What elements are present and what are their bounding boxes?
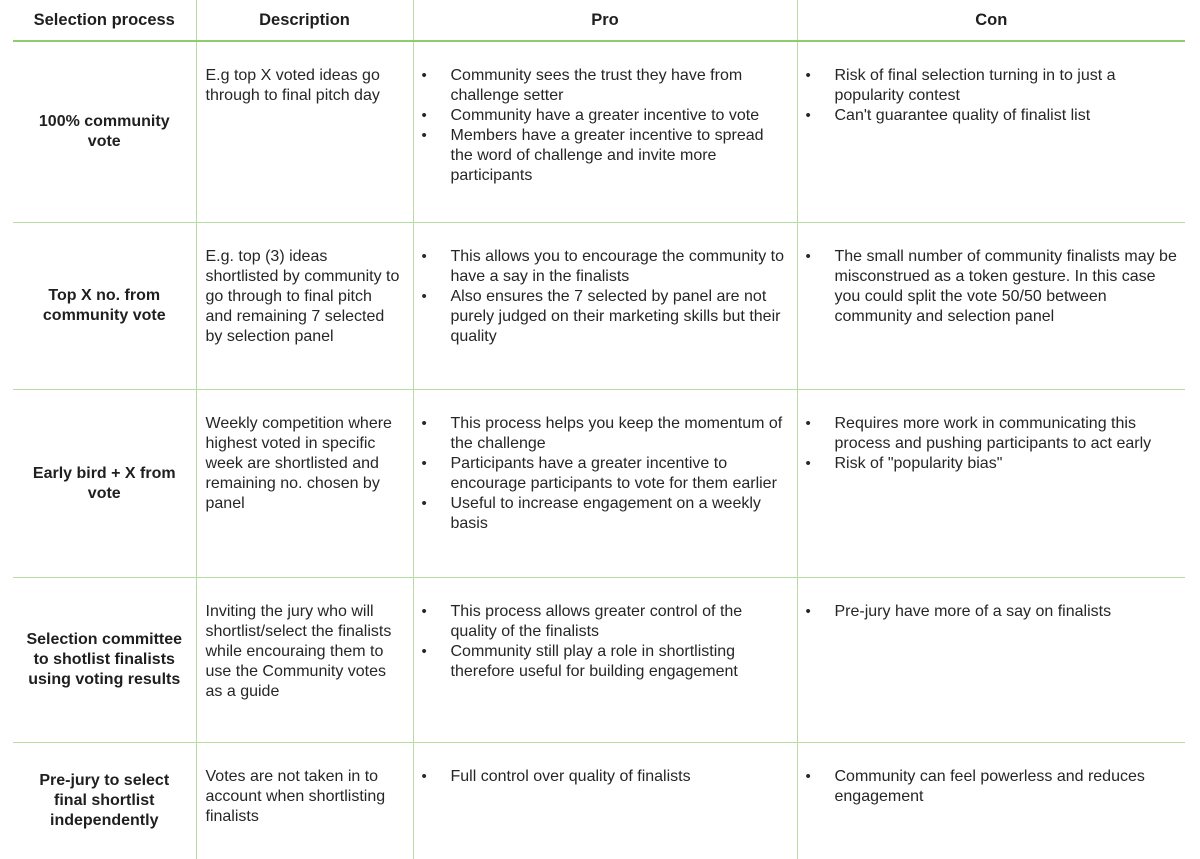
con-cell [797,578,1185,743]
con-item: • The small number of community finalists may be misconstrued as a token gesture. In this case you could split the vote 50/50 between community and selection panel [835,247,1178,327]
pro-item: • Members have a greater incentive to spread the word of challenge and invite more participants [451,126,789,186]
con-list [798,42,1186,126]
con-item: • Risk of "popularity bias" [835,454,1178,474]
pro-item: • Useful to increase engagement on a weekly basis [451,494,789,534]
pro-item: • This process allows greater control of the quality of the finalists [451,602,789,642]
description-cell: E.g. top (3) ideas shortlisted by community to go through to final pitch and remaining 7 selected by selection panel [196,223,413,390]
con-cell [797,390,1185,578]
con-list [798,223,1186,327]
pro-cell [413,390,797,578]
con-item: • Pre-jury have more of a say on finalists [835,602,1178,622]
pro-item: • Community sees the trust they have from challenge setter [451,66,789,106]
pro-cell [413,578,797,743]
pro-item: • Full control over quality of finalists [451,767,789,787]
header-row [13,0,1185,41]
table-row [13,578,1185,743]
table-row [13,743,1185,859]
con-list [798,390,1186,474]
pro-list [414,223,797,347]
pro-item: • Also ensures the 7 selected by panel are not purely judged on their marketing skills but their quality [451,287,789,347]
pro-cell [413,743,797,859]
selection-process-table [13,0,1185,859]
con-item: • Risk of final selection turning in to just a popularity contest [835,66,1178,106]
con-cell [797,41,1185,223]
table-row [13,223,1185,390]
pro-item: • Community have a greater incentive to vote [451,106,789,126]
process-cell: Early bird + X from vote [13,390,196,578]
table-row [13,390,1185,578]
pro-cell [413,41,797,223]
con-cell [797,743,1185,859]
con-cell [797,223,1185,390]
con-item: • Community can feel powerless and reduces engagement [835,767,1178,807]
pro-list [414,390,797,534]
header-description: Description [196,0,413,41]
process-cell: Pre-jury to select final shortlist independently [13,743,196,859]
con-item: • Requires more work in communicating this process and pushing participants to act early [835,414,1178,454]
description-cell: E.g top X voted ideas go through to final pitch day [196,41,413,223]
description-cell: Weekly competition where highest voted in specific week are shortlisted and remaining no. chosen by panel [196,390,413,578]
header-pro: Pro [413,0,797,41]
pro-item: • This process helps you keep the momentum of the challenge [451,414,789,454]
con-list [798,743,1186,807]
process-cell: Selection committee to shotlist finalists using voting results [13,578,196,743]
process-cell: 100% community vote [13,41,196,223]
con-item: • Can't guarantee quality of finalist list [835,106,1178,126]
header-selection-process: Selection process [13,0,196,41]
description-cell: Votes are not taken in to account when shortlisting finalists [196,743,413,859]
pro-list [414,743,797,787]
header-con: Con [797,0,1185,41]
pro-list [414,42,797,186]
pro-item: • Participants have a greater incentive to encourage participants to vote for them earlier [451,454,789,494]
pro-item: • This allows you to encourage the community to have a say in the finalists [451,247,789,287]
con-list [798,578,1186,622]
table-row [13,41,1185,223]
pro-cell [413,223,797,390]
pro-item: • Community still play a role in shortlisting therefore useful for building engagement [451,642,789,682]
process-cell: Top X no. from community vote [13,223,196,390]
pro-list [414,578,797,682]
description-cell: Inviting the jury who will shortlist/select the finalists while encouraing them to use the Community votes as a guide [196,578,413,743]
